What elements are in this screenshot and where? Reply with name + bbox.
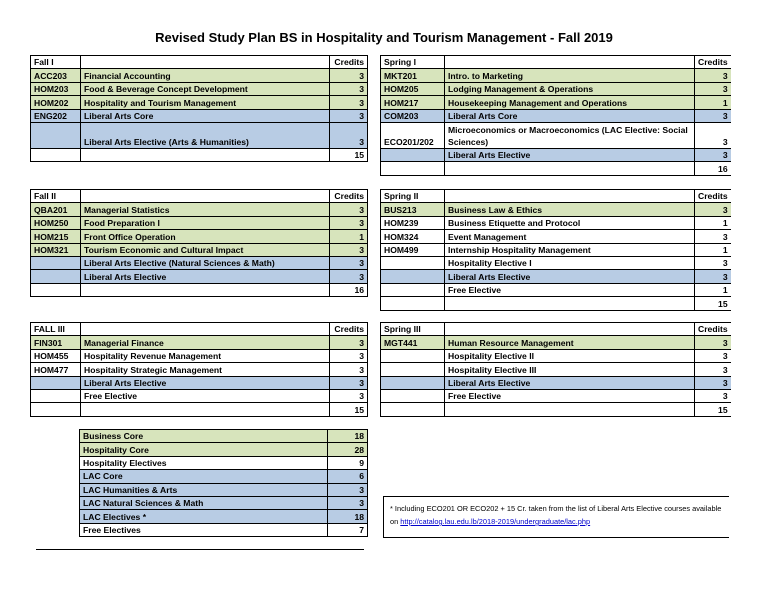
course-credits: 3	[330, 349, 368, 362]
course-credits: 3	[330, 336, 368, 349]
course-credits: 1	[695, 243, 731, 256]
summary-label: Business Core	[80, 430, 328, 443]
course-title: Liberal Arts Elective (Natural Sciences & Math)	[81, 256, 330, 269]
course-code: BUS213	[381, 203, 445, 216]
course-title: Hospitality Revenue Management	[81, 349, 330, 362]
summary-value: 9	[328, 456, 368, 469]
summary-label: LAC Natural Sciences & Math	[80, 496, 328, 509]
course-title: Financial Accounting	[81, 69, 330, 82]
course-code: HOM324	[381, 230, 445, 243]
course-credits: 3	[695, 336, 731, 349]
fall-3-table	[30, 322, 368, 417]
course-credits: 3	[330, 216, 368, 229]
course-code: COM203	[381, 109, 445, 122]
semester-name: Fall II	[31, 190, 81, 203]
course-code	[31, 376, 81, 389]
course-credits: 3	[330, 376, 368, 389]
course-credits: 3	[695, 109, 731, 122]
course-title: Hospitality Elective III	[445, 363, 695, 376]
course-code: ENG202	[31, 109, 81, 122]
catalog-link[interactable]: http://catalog.lau.edu.lb/2018-2019/undergraduate/lac.php	[400, 517, 591, 526]
course-credits: 3	[695, 256, 731, 269]
summary-label: LAC Humanities & Arts	[80, 483, 328, 496]
semester-total: 15	[695, 403, 731, 416]
semester-total: 16	[330, 283, 368, 296]
signature-line	[36, 549, 364, 550]
course-credits: 3	[330, 363, 368, 376]
credits-header: Credits	[695, 323, 731, 336]
semester-name: Spring III	[381, 323, 445, 336]
course-code	[381, 256, 445, 269]
course-title: Liberal Arts Elective	[445, 376, 695, 389]
course-title: Housekeeping Management and Operations	[445, 96, 695, 109]
course-code: FIN301	[31, 336, 81, 349]
course-credits: 3	[330, 82, 368, 95]
course-credits: 3	[330, 122, 368, 148]
course-credits: 3	[695, 122, 731, 148]
course-credits: 3	[695, 363, 731, 376]
semester-name: Spring II	[381, 190, 445, 203]
course-title: Managerial Finance	[81, 336, 330, 349]
semester-name: Fall I	[31, 56, 81, 69]
course-code	[381, 283, 445, 296]
semester-total: 15	[695, 297, 731, 310]
fall-1-table	[30, 55, 368, 162]
course-credits: 3	[695, 230, 731, 243]
course-title: Human Resource Management	[445, 336, 695, 349]
course-code	[31, 256, 81, 269]
course-code: HOM203	[31, 82, 81, 95]
course-credits: 3	[330, 270, 368, 283]
course-credits: 3	[330, 243, 368, 256]
course-credits: 3	[695, 270, 731, 283]
course-credits: 3	[695, 203, 731, 216]
course-credits: 3	[330, 69, 368, 82]
lac-footnote	[383, 496, 729, 538]
course-code	[381, 376, 445, 389]
credits-header: Credits	[330, 190, 368, 203]
course-title: Managerial Statistics	[81, 203, 330, 216]
semester-total: 16	[695, 162, 731, 175]
semester-total: 15	[330, 403, 368, 416]
course-title: Front Office Operation	[81, 230, 330, 243]
course-credits: 1	[695, 216, 731, 229]
course-credits: 3	[695, 82, 731, 95]
course-title: Internship Hospitality Management	[445, 243, 695, 256]
course-code: HOM217	[381, 96, 445, 109]
summary-label: LAC Electives *	[80, 510, 328, 523]
course-title: Business Etiquette and Protocol	[445, 216, 695, 229]
course-code	[31, 122, 81, 148]
course-title: Hospitality Strategic Management	[81, 363, 330, 376]
course-credits: 3	[695, 376, 731, 389]
course-code: HOM455	[31, 349, 81, 362]
credits-header: Credits	[330, 56, 368, 69]
spring-3-table	[380, 322, 731, 417]
course-credits: 3	[695, 69, 731, 82]
course-code: HOM202	[31, 96, 81, 109]
course-title: Tourism Economic and Cultural Impact	[81, 243, 330, 256]
course-code	[31, 270, 81, 283]
course-title: Lodging Management & Operations	[445, 82, 695, 95]
course-title: Hospitality Elective I	[445, 256, 695, 269]
summary-label: Hospitality Electives	[80, 456, 328, 469]
course-title: Food & Beverage Concept Development	[81, 82, 330, 95]
course-title: Liberal Arts Elective	[81, 376, 330, 389]
course-code	[31, 389, 81, 402]
course-credits: 1	[695, 283, 731, 296]
credits-header: Credits	[695, 56, 731, 69]
course-credits: 3	[330, 256, 368, 269]
summary-value: 3	[328, 496, 368, 509]
course-credits: 1	[695, 96, 731, 109]
page-title: Revised Study Plan BS in Hospitality and Tourism Management - Fall 2019	[155, 30, 613, 45]
course-code: HOM215	[31, 230, 81, 243]
credits-header: Credits	[330, 323, 368, 336]
course-code: HOM239	[381, 216, 445, 229]
course-title: Business Law & Ethics	[445, 203, 695, 216]
semester-total: 15	[330, 148, 368, 161]
summary-label: LAC Core	[80, 470, 328, 483]
summary-label: Free Electives	[80, 523, 328, 536]
course-code: MGT441	[381, 336, 445, 349]
footnote-text: * Including ECO201 OR ECO202 + 15 Cr. taken from the list of Liberal Arts Elective courses available on	[390, 504, 722, 526]
course-title: Microeconomics or Macroeconomics (LAC Elective: Social Sciences)	[445, 122, 695, 148]
course-code: HOM477	[31, 363, 81, 376]
course-title: Liberal Arts Core	[445, 109, 695, 122]
course-credits: 3	[695, 148, 731, 161]
course-title: Liberal Arts Elective (Arts & Humanities)	[81, 122, 330, 148]
course-code: MKT201	[381, 69, 445, 82]
course-title: Food Preparation I	[81, 216, 330, 229]
summary-value: 6	[328, 470, 368, 483]
course-code: HOM499	[381, 243, 445, 256]
course-credits: 3	[330, 389, 368, 402]
course-code: ECO201/202	[381, 122, 445, 148]
summary-value: 3	[328, 483, 368, 496]
summary-value: 28	[328, 443, 368, 456]
credits-header: Credits	[695, 190, 731, 203]
course-credits: 3	[330, 96, 368, 109]
course-credits: 1	[330, 230, 368, 243]
course-title: Free Elective	[445, 389, 695, 402]
course-code: HOM321	[31, 243, 81, 256]
course-code: ACC203	[31, 69, 81, 82]
semester-name: FALL III	[31, 323, 81, 336]
course-title: Intro. to Marketing	[445, 69, 695, 82]
course-credits: 3	[695, 349, 731, 362]
course-title: Liberal Arts Elective	[445, 148, 695, 161]
summary-value: 18	[328, 510, 368, 523]
course-code	[381, 389, 445, 402]
course-code	[381, 349, 445, 362]
course-title: Liberal Arts Core	[81, 109, 330, 122]
course-title: Event Management	[445, 230, 695, 243]
course-code: QBA201	[31, 203, 81, 216]
credit-summary-table	[79, 429, 368, 537]
course-title: Liberal Arts Elective	[445, 270, 695, 283]
course-credits: 3	[330, 203, 368, 216]
course-code	[381, 148, 445, 161]
course-title: Liberal Arts Elective	[81, 270, 330, 283]
spring-1-table	[380, 55, 731, 176]
fall-2-table	[30, 189, 368, 297]
course-title: Hospitality Elective II	[445, 349, 695, 362]
course-title: Hospitality and Tourism Management	[81, 96, 330, 109]
summary-value: 18	[328, 430, 368, 443]
course-credits: 3	[330, 109, 368, 122]
course-code: HOM205	[381, 82, 445, 95]
course-title: Free Elective	[445, 283, 695, 296]
course-code	[381, 270, 445, 283]
course-credits: 3	[695, 389, 731, 402]
course-title: Free Elective	[81, 389, 330, 402]
spring-2-table	[380, 189, 731, 311]
summary-label: Hospitality Core	[80, 443, 328, 456]
course-code	[381, 363, 445, 376]
course-code: HOM250	[31, 216, 81, 229]
semester-name: Spring I	[381, 56, 445, 69]
summary-value: 7	[328, 523, 368, 536]
